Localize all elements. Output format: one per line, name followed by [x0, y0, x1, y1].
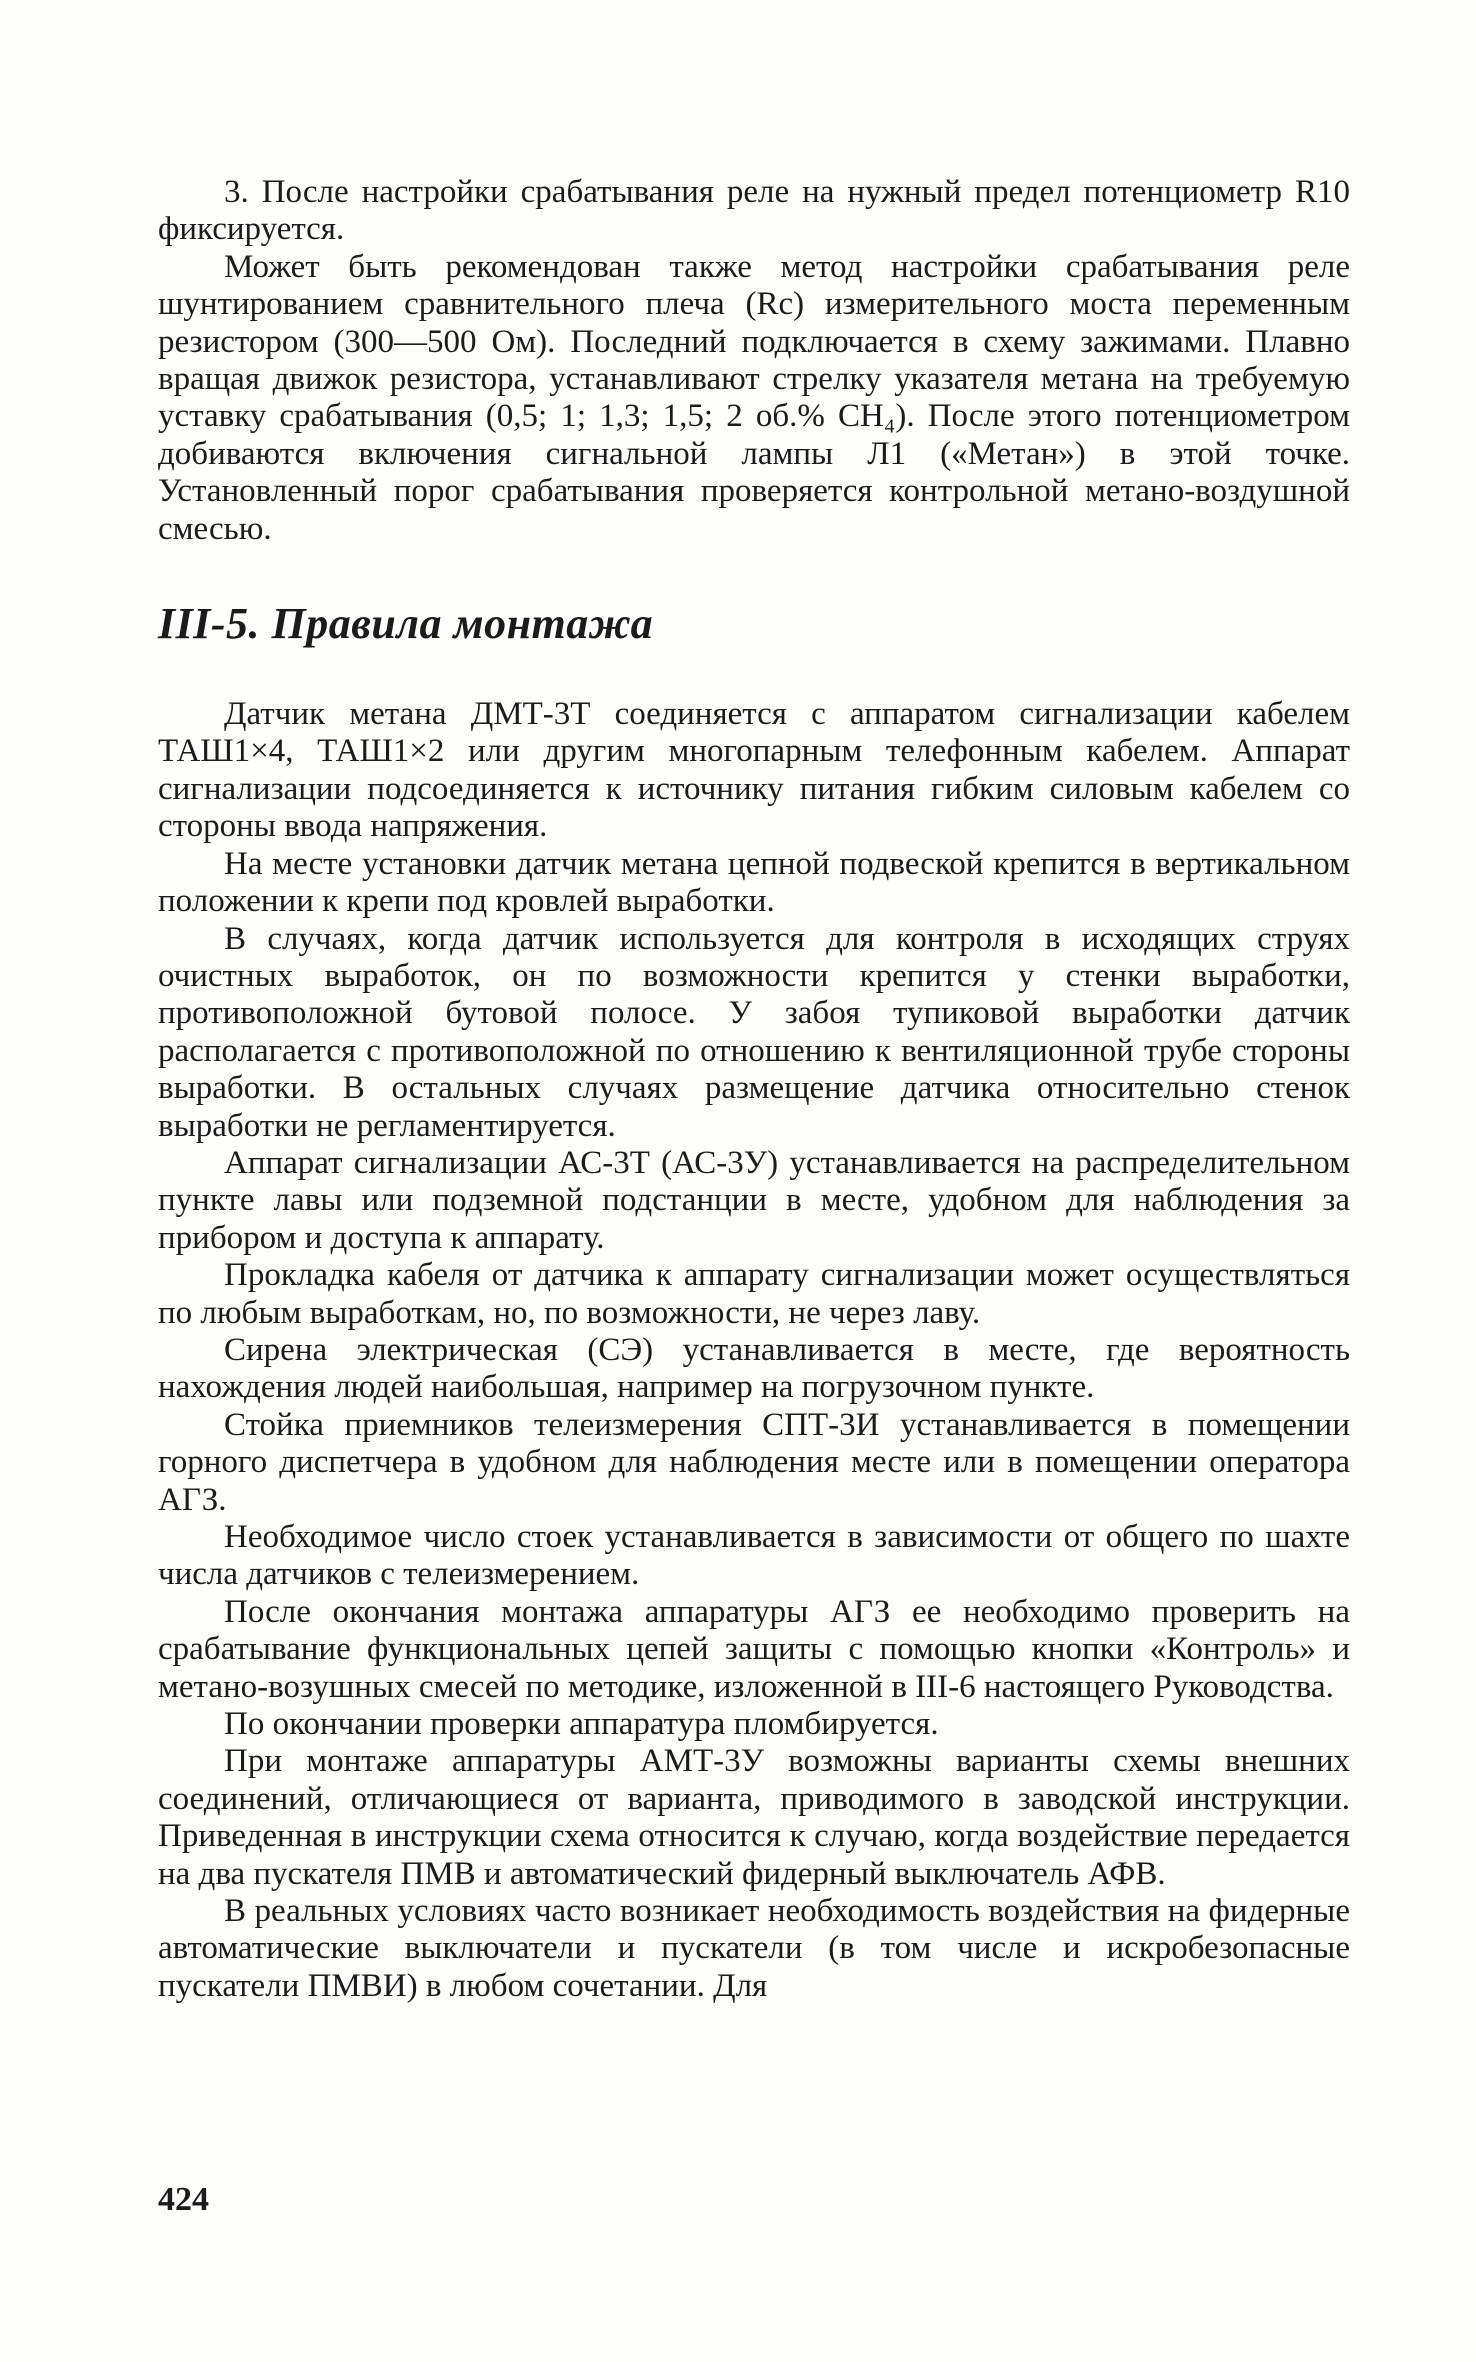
- intro-paragraph-1: 3. После настройки срабатывания реле на нужный предел потенциометр R10 фиксируется.: [158, 174, 1350, 248]
- page-body: [158, 174, 1350, 2005]
- section-paragraph-11: При монтаже аппаратуры АМТ-3У возможны варианты схемы внешних соединений, отличающиеся от варианта, приводимого в заводской инструкции. Приведенная в инструкции схема относится к случаю, когда воздействие передается на два пускателя ПМВ и автоматический фидерный выключатель АФВ.: [158, 1743, 1350, 1892]
- section-paragraph-2: На месте установки датчик метана цепной подвеской крепится в вертикальном положении к крепи под кровлей выработки.: [158, 845, 1350, 920]
- intro-paragraph-2: Может быть рекомендован также метод настройки срабатывания реле шунтированием сравнительного плеча (Rс) измерительного моста переменным резистором (300—500 Ом). Последний подключается в схему зажимами. Плавно вращая движок резистора, устанавливают стрелку указателя метана на требуемую уставку срабатывания (0,5; 1; 1,3; 1,5; 2 об.% CH₄). После этого потенциометром добиваются включения сигнальной лампы Л1 («Метан») в этой точке. Установленный порог срабатывания проверяется контрольной метано-воздушной смесью.: [158, 248, 1350, 547]
- section-paragraph-9: После окончания монтажа аппаратуры АГЗ ее необходимо проверить на срабатывание функциональных цепей защиты с помощью кнопки «Контроль» и метано-возушных смесей по методике, изложенной в III-6 настоящего Руководства.: [158, 1593, 1350, 1705]
- section-paragraph-8: Необходимое число стоек устанавливается в зависимости от общего по шахте числа датчиков с телеизмерением.: [158, 1519, 1350, 1593]
- page-number: 424: [158, 2181, 209, 2218]
- section-paragraph-4: Аппарат сигнализации АС-3Т (АС-3У) устанавливается на распределительном пункте лавы или подземной подстанции в месте, удобном для наблюдения за прибором и доступа к аппарату.: [158, 1144, 1350, 1256]
- section-paragraph-3: В случаях, когда датчик используется для контроля в исходящих струях очистных выработок, он по возможности крепится у стенки выработки, противоположной бутовой полосе. У забоя тупиковой выработки датчик располагается с противоположной по отношению к вентиляционной трубе стороны выработки. В остальных случаях размещение датчика относительно стенок выработки не регламентируется.: [158, 920, 1350, 1144]
- section-paragraph-7: Стойка приемников телеизмерения СПТ-3И устанавливается в помещении горного диспетчера в удобном для наблюдения месте или в помещении оператора АГЗ.: [158, 1406, 1350, 1518]
- section-heading: III-5. Правила монтажа: [158, 599, 654, 649]
- section-paragraph-1: Датчик метана ДМТ-3Т соединяется с аппаратом сигнализации кабелем ТАШ1×4, ТАШ1×2 или другим многопарным телефонным кабелем. Аппарат сигнализации подсоединяется к источнику питания гибким силовым кабелем со стороны ввода напряжения.: [158, 696, 1350, 845]
- section-paragraph-6: Сирена электрическая (СЭ) устанавливается в месте, где вероятность нахождения людей наибольшая, например на погрузочном пункте.: [158, 1331, 1350, 1406]
- section-paragraph-12: В реальных условиях часто возникает необходимость воздействия на фидерные автоматические выключатели и пускатели (в том числе и искробезопасные пускатели ПМВИ) в любом сочетании. Для: [158, 1893, 1350, 2004]
- section-paragraph-5: Прокладка кабеля от датчика к аппарату сигнализации может осуществляться по любым выработкам, но, по возможности, не через лаву.: [158, 1257, 1350, 1331]
- section-paragraph-10: По окончании проверки аппаратура пломбируется.: [224, 1706, 939, 1743]
